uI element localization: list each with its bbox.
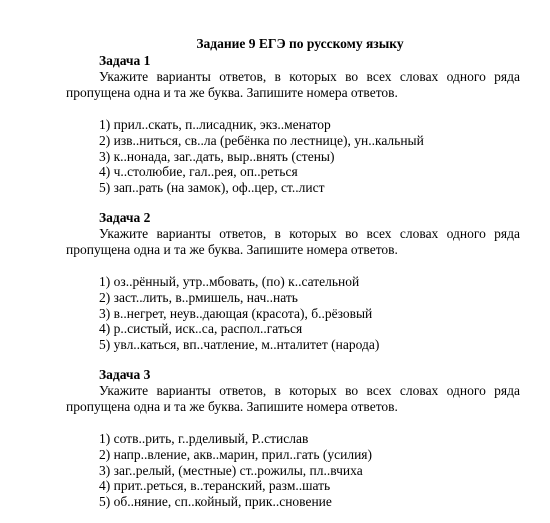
answer-option-2: 2) изв..ниться, св..ла (ребёнка по лестнице), ун..кальный (99, 132, 424, 148)
answer-options (99, 274, 520, 353)
answer-options (99, 431, 520, 510)
task-instruction: Укажите варианты ответов, в которых во всех словах одного ряда пропущена одна и та же буква. Запишите номера ответов. (66, 226, 520, 257)
answer-option-1: 1) оз..рённый, утр..мбовать, (по) к..сательной (99, 274, 360, 290)
document-title: Задание 9 ЕГЭ по русскому языку (196, 36, 404, 51)
task-3 (66, 367, 520, 510)
task-instruction: Укажите варианты ответов, в которых во всех словах одного ряда пропущена одна и та же буква. Запишите номера ответов. (66, 69, 520, 100)
task-1 (66, 53, 520, 196)
answer-option-5: 5) об..няние, сп..койный, прик..сновение (99, 494, 332, 509)
answer-option-1: 1) прил..скать, п..лисадник, экз..менатор (99, 117, 331, 133)
answer-option-4: 4) р..систый, иск..са, распол..гаться (99, 321, 303, 337)
answer-option-3: 3) в..негрет, неув..дающая (красота), б..рёзовый (99, 305, 373, 321)
task-title: Задача 2 (99, 210, 151, 225)
answer-option-5: 5) увл..каться, вп..чатление, м..нталитет (народа) (99, 337, 380, 352)
task-instruction: Укажите варианты ответов, в которых во всех словах одного ряда пропущена одна и та же буква. Запишите номера ответов. (66, 383, 520, 414)
answer-option-3: 3) заг..релый, (местные) ст..рожилы, пл..вчиха (99, 462, 363, 478)
answer-option-3: 3) к..нонада, заг..дать, выр..внять (стены) (99, 148, 335, 164)
answer-option-2: 2) напр..вление, акв..марин, прил..гать (усилия) (99, 446, 372, 462)
task-2 (66, 210, 520, 353)
answer-option-2: 2) заст..лить, в..рмишель, нач..нать (99, 289, 298, 305)
answer-option-4: 4) прит..реться, в..теранский, разм..шать (99, 478, 331, 494)
task-title: Задача 3 (99, 367, 151, 382)
answer-option-5: 5) зап..рать (на замок), оф..цер, ст..лист (99, 180, 325, 195)
answer-options (99, 117, 520, 196)
task-title: Задача 1 (99, 53, 151, 68)
answer-option-4: 4) ч..столюбие, гал..рея, оп..реться (99, 164, 298, 180)
answer-option-1: 1) сотв..рить, г..рделивый, Р..стислав (99, 431, 309, 447)
